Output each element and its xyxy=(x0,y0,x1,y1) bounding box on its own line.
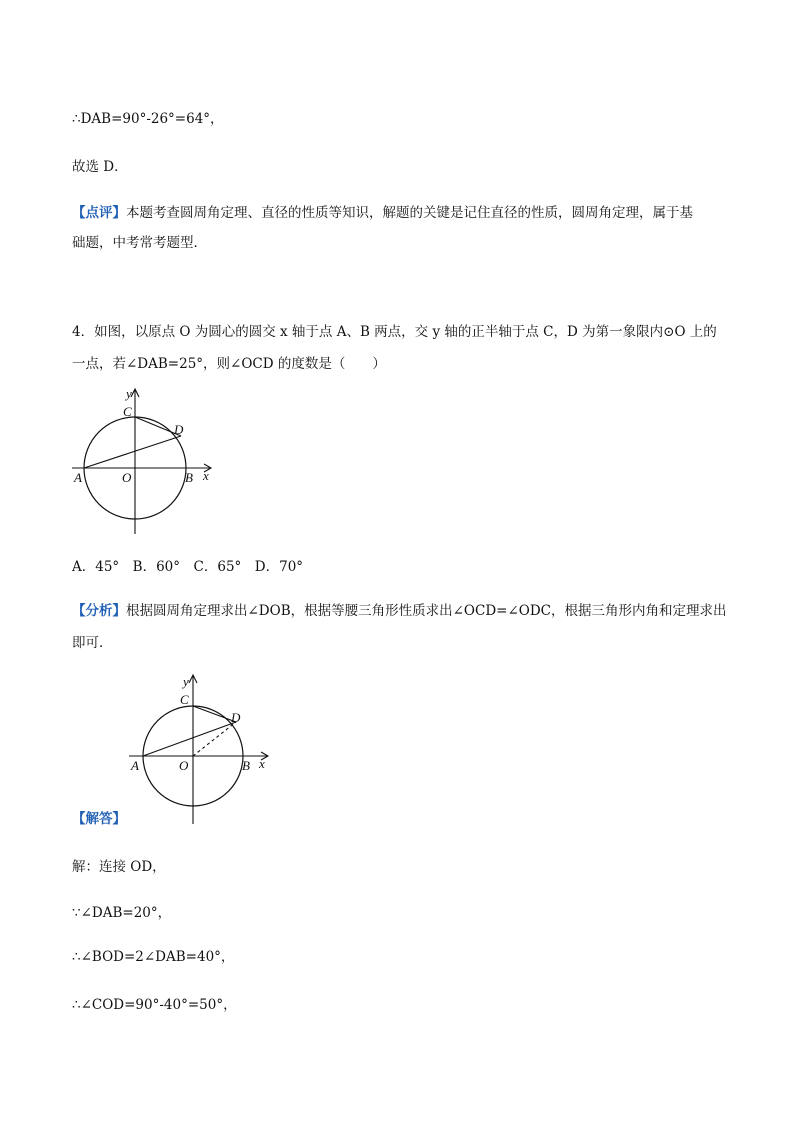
segment-od-dashed xyxy=(193,722,236,756)
solution-line-1: 解：连接 OD， xyxy=(72,859,166,875)
label-a: A xyxy=(74,470,82,485)
label-c: C xyxy=(123,404,132,419)
segment-ad xyxy=(143,722,236,756)
label-d: D xyxy=(174,422,184,437)
label-o: O xyxy=(179,758,189,773)
answer-options: A．45° B．60° C．65° D．70° xyxy=(72,559,304,575)
segment-cd xyxy=(193,706,236,722)
comment-text: 本题考查圆周角定理、直径的性质等知识，解题的关键是记住直径的性质，圆周角定理，属于基 xyxy=(126,205,693,221)
analysis-line-2: 即可． xyxy=(72,635,113,651)
comment-tag: 【点评】 xyxy=(72,205,126,221)
label-o: O xyxy=(122,470,132,485)
analysis-text: 根据圆周角定理求出∠DOB，根据等腰三角形性质求出∠OCD=∠ODC，根据三角形内角和定理求出 xyxy=(126,603,727,619)
label-x: x xyxy=(259,756,265,771)
segment-ad xyxy=(84,436,181,468)
analysis-line-1 xyxy=(72,602,727,620)
comment-line-1 xyxy=(72,204,693,222)
label-c: C xyxy=(180,692,189,707)
label-b: B xyxy=(185,470,193,485)
solution-tag-line xyxy=(72,810,126,828)
solution-line-2: ∵∠DAB=20°， xyxy=(72,905,172,921)
label-a: A xyxy=(131,758,139,773)
text-line-2: 故选 D． xyxy=(72,159,128,175)
solution-line-4: ∴∠COD=90°-40°=50°， xyxy=(72,997,237,1013)
solution-tag: 【解答】 xyxy=(72,811,126,827)
analysis-tag: 【分析】 xyxy=(72,603,126,619)
figure-1 xyxy=(66,388,226,538)
question-4-line-1: 4．如图，以原点 O 为圆心的圆交 x 轴于点 A、B 两点，交 y 轴的正半轴于点 C，D 为第一象限内⊙O 上的 xyxy=(72,324,717,340)
text-line-1: ∴DAB=90°-26°=64°， xyxy=(72,111,224,127)
label-y: y xyxy=(183,674,189,689)
label-x: x xyxy=(203,468,209,483)
question-4-line-2: 一点，若∠DAB=25°，则∠OCD 的度数是（ ） xyxy=(72,356,386,372)
comment-line-2: 础题，中考常考题型． xyxy=(72,235,207,251)
label-y: y xyxy=(126,386,132,401)
label-b: B xyxy=(242,758,250,773)
label-d: D xyxy=(231,710,241,725)
figure-2 xyxy=(124,674,284,826)
solution-line-3: ∴∠BOD=2∠DAB=40°， xyxy=(72,949,235,965)
